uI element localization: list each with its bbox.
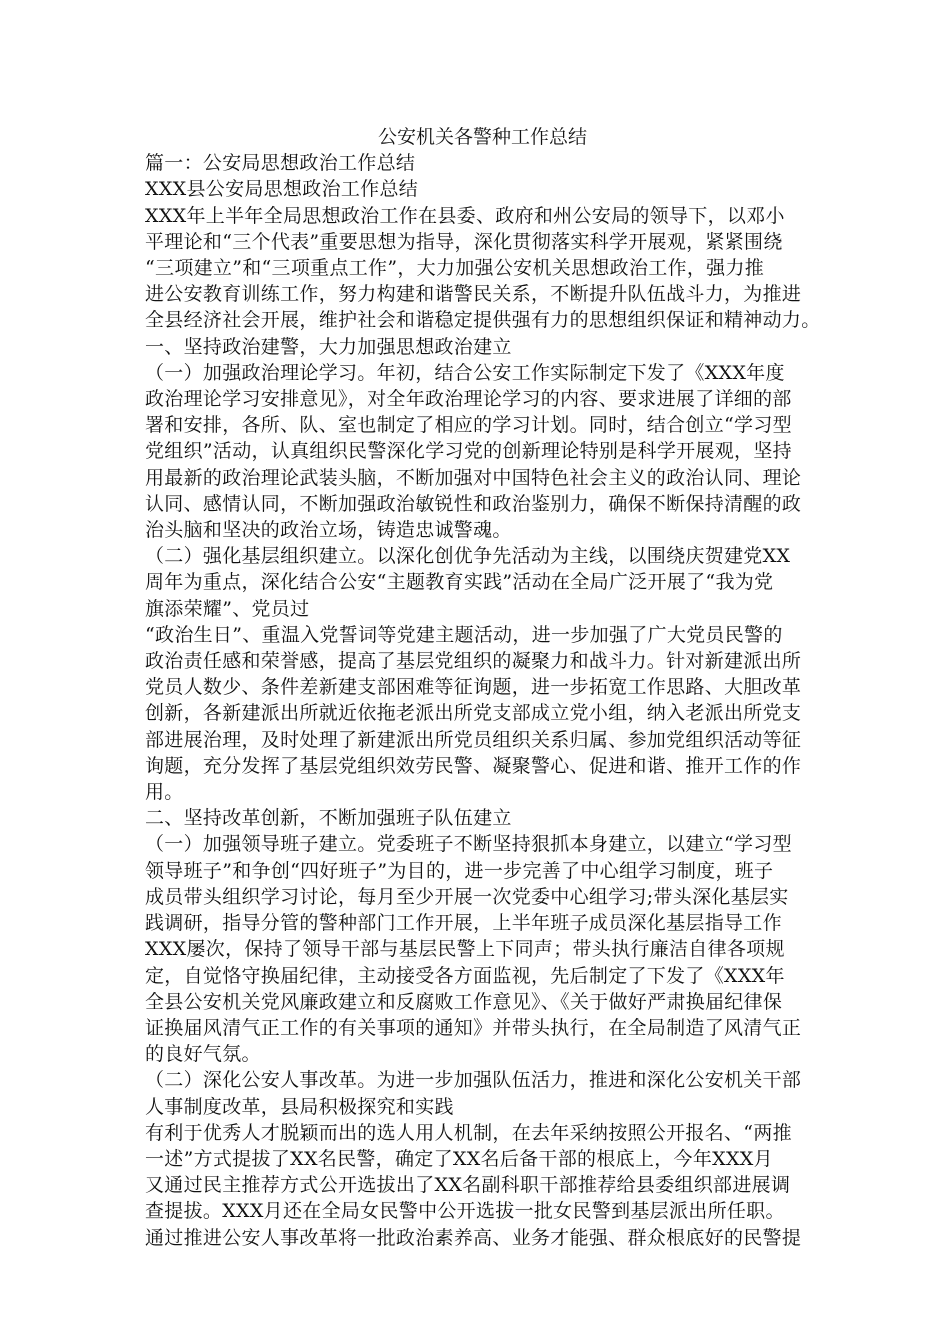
text-line: 周年为重点，深化结合公安“主题教育实践”活动在全局广泛开展了“我为党 bbox=[145, 571, 774, 594]
document-text bbox=[145, 150, 820, 1251]
text-line: 用最新的政治理论武装头脑，不断加强对中国特色社会主义的政治认同、理论 bbox=[145, 466, 802, 489]
text-line: 践调研，指导分管的警种部门工作开展，上半年班子成员深化基层指导工作 bbox=[145, 912, 782, 935]
text-line: 用。 bbox=[145, 781, 184, 804]
text-line: 二、坚持改革创新，不断加强班子队伍建立 bbox=[145, 807, 512, 830]
text-line: 的良好气氛。 bbox=[145, 1043, 261, 1066]
text-line: 领导班子”和争创“四好班子”为目的，进一步完善了中心组学习制度，班子 bbox=[145, 859, 774, 882]
text-line: 成员带头组织学习讨论，每月至少开展一次党委中心组学习;带头深化基层实 bbox=[145, 885, 789, 908]
text-line: 政治理论学习安排意见》，对全年政治理论学习的内容、要求进展了详细的部 bbox=[145, 388, 792, 411]
text-line: （一）加强领导班子建立。党委班子不断坚持狠抓本身建立，以建立“学习型 bbox=[145, 833, 792, 856]
text-line: 通过推进公安人事改革将一批政治素养高、业务才能强、群众根底好的民警提 bbox=[145, 1226, 802, 1249]
text-line: XXX年上半年全局思想政治工作在县委、政府和州公安局的领导下，以邓小 bbox=[145, 204, 785, 227]
text-line: 篇一：公安局思想政治工作总结 bbox=[145, 152, 416, 175]
text-line: “三项建立”和“三项重点工作”，大力加强公安机关思想政治工作，强力推 bbox=[145, 257, 765, 280]
text-line: 平理论和“三个代表”重要思想为指导，深化贯彻落实科学开展观，紧紧围绕 bbox=[145, 230, 783, 253]
text-line: 查提拔。XXX月还在全局女民警中公开选拔一批女民警到基层派出所任职。 bbox=[145, 1200, 785, 1223]
text-line: 署和安排，各所、队、室也制定了相应的学习计划。同时，结合创立“学习型 bbox=[145, 414, 792, 437]
text-line: 又通过民主推荐方式公开选拔出了XX名副科职干部推荐给县委组织部进展调 bbox=[145, 1174, 791, 1197]
text-line: 一、坚持政治建警，大力加强思想政治建立 bbox=[145, 335, 512, 358]
text-line: 部进展治理，及时处理了新建派出所党员组织关系归属、参加党组织活动等征 bbox=[145, 728, 802, 751]
text-line: 证换届风清气正工作的有关事项的通知》并带头执行，在全局制造了风清气正 bbox=[145, 1016, 802, 1039]
text-line: 一述”方式提拔了XX名民警，确定了XX名后备干部的根底上，今年XXX月 bbox=[145, 1147, 773, 1170]
text-line: 旗添荣耀”、党员过 bbox=[145, 597, 310, 620]
text-line: 全县经济社会开展，维护社会和谐稳定提供强有力的思想组织保证和精神动力。 bbox=[145, 309, 821, 332]
text-line: 全县公安机关党风廉政建立和反腐败工作意见》、《关于做好严肃换届纪律保 bbox=[145, 990, 783, 1013]
text-line: 党组织”活动，认真组织民警深化学习党的创新理论特别是科学开展观，坚持 bbox=[145, 440, 792, 463]
document-body bbox=[145, 124, 820, 1251]
text-line: 进公安教育训练工作，努力构建和谐警民关系，不断提升队伍战斗力，为推进 bbox=[145, 283, 802, 306]
text-line: （一）加强政治理论学习。年初，结合公安工作实际制定下发了《XXX年度 bbox=[145, 361, 785, 384]
text-line: 创新，各新建派出所就近依拖老派出所党支部成立党小组，纳入老派出所党支 bbox=[145, 702, 802, 725]
text-line: “政治生日”、重温入党誓词等党建主题活动，进一步加强了广大党员民警的 bbox=[145, 623, 783, 646]
text-line: 询题，充分发挥了基层党组织效劳民警、凝聚警心、促进和谐、推开工作的作 bbox=[145, 754, 802, 777]
text-line: 有利于优秀人才脱颖而出的选人用人机制，在去年采纳按照公开报名、“两推 bbox=[145, 1121, 792, 1144]
text-line: 政治责任感和荣誉感，提高了基层党组织的凝聚力和战斗力。针对新建派出所 bbox=[145, 650, 802, 673]
text-line: （二）强化基层组织建立。以深化创优争先活动为主线，以围绕庆贺建党XX bbox=[145, 545, 791, 568]
document-title: 公安机关各警种工作总结 bbox=[377, 126, 587, 148]
text-line: 认同、感情认同，不断加强政治敏锐性和政治鉴别力，确保不断保持清醒的政 bbox=[145, 492, 802, 515]
text-line: 党员人数少、条件差新建支部困难等征询题，进一步拓宽工作思路、大胆改革 bbox=[145, 676, 802, 699]
text-line: 定，自觉恪守换届纪律，主动接受各方面监视，先后制定了下发了《XXX年 bbox=[145, 964, 785, 987]
text-line: （二）深化公安人事改革。为进一步加强队伍活力，推进和深化公安机关干部 bbox=[145, 1069, 802, 1092]
text-line: XXX屡次，保持了领导干部与基层民警上下同声；带头执行廉洁自律各项规 bbox=[145, 938, 785, 961]
text-line: 人事制度改革，县局积极探究和实践 bbox=[145, 1095, 454, 1118]
text-line: 治头脑和坚决的政治立场，铸造忠诚警魂。 bbox=[145, 519, 512, 542]
text-line: XXX县公安局思想政治工作总结 bbox=[145, 178, 419, 201]
